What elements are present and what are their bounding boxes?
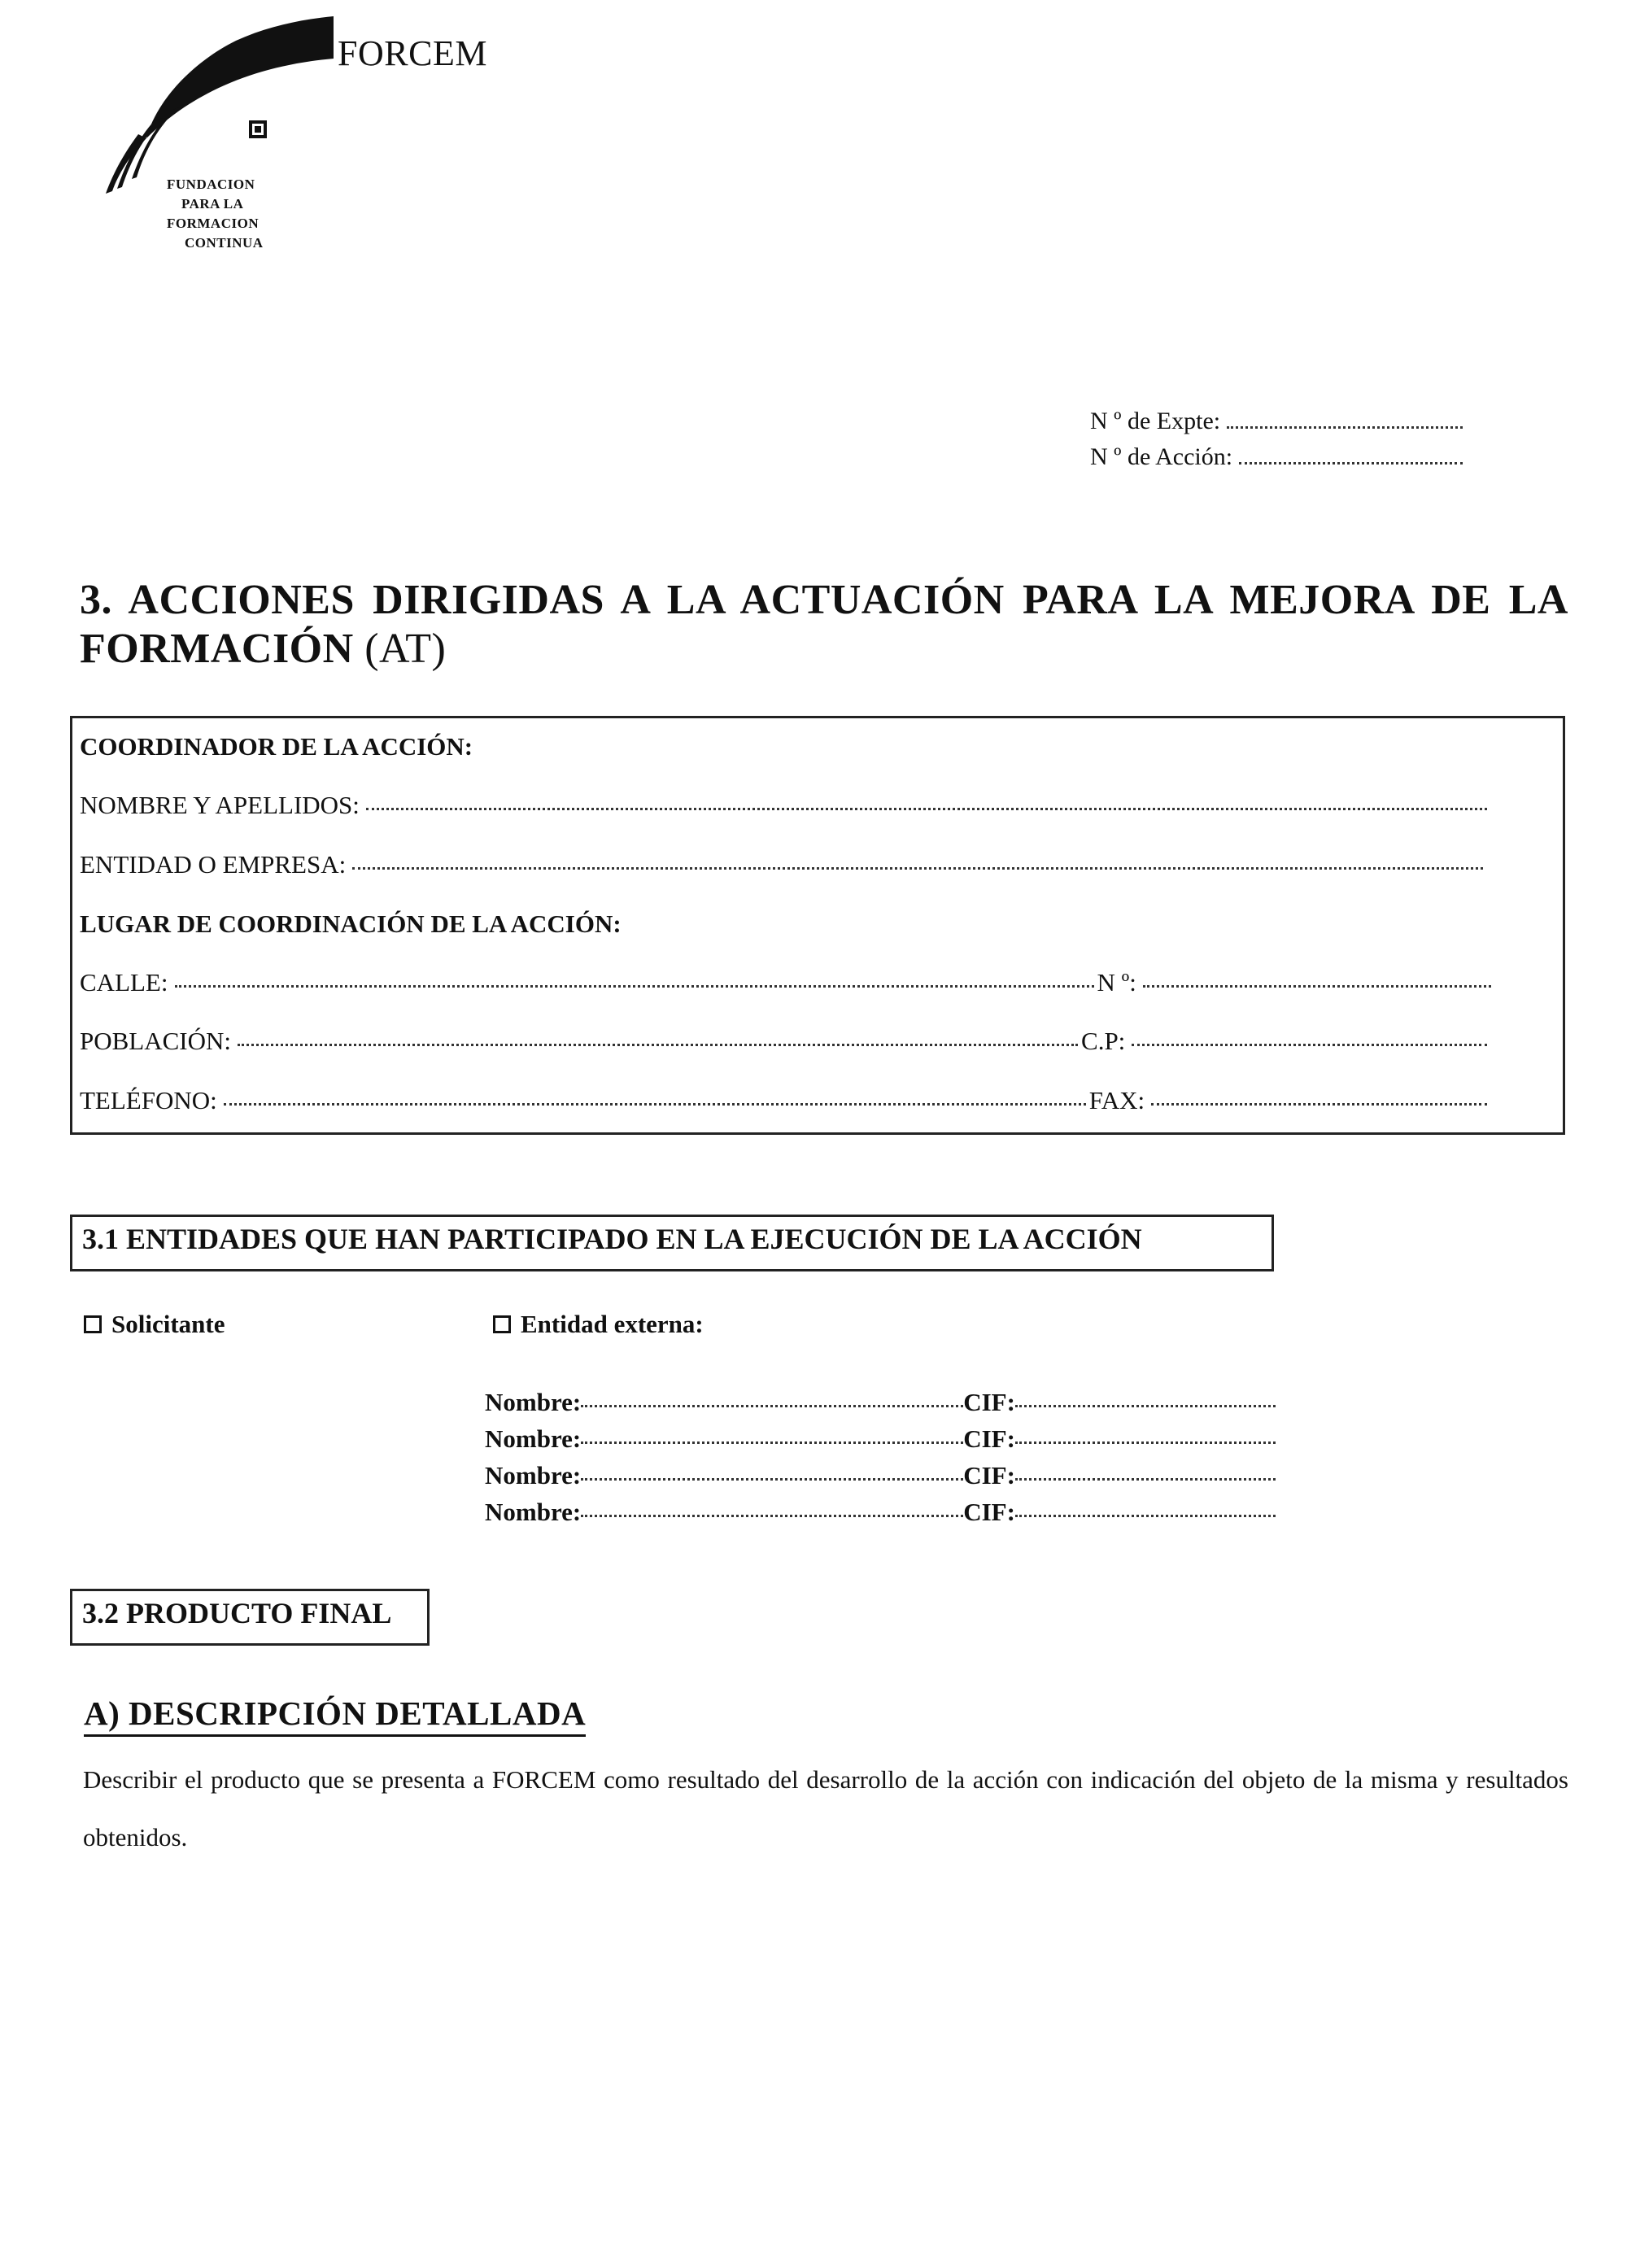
expediente-field[interactable] — [1090, 407, 1463, 435]
name-field[interactable] — [80, 791, 1487, 820]
external-name-label: Nombre: — [485, 1461, 582, 1489]
street-field[interactable] — [80, 968, 1491, 997]
external-cif-dots — [1015, 1441, 1276, 1444]
external-cif-label: CIF: — [963, 1498, 1015, 1526]
external-name-dots — [581, 1477, 963, 1481]
phone-dots — [224, 1102, 1086, 1106]
logo-caption-line: FUNDACION — [167, 177, 255, 192]
logo-caption-line: FORMACION — [167, 216, 260, 231]
name-label: NOMBRE Y APELLIDOS: — [80, 791, 360, 819]
page-title-suffix: (AT) — [364, 626, 447, 672]
name-dots — [366, 807, 1487, 810]
number-label: N º: — [1097, 968, 1136, 997]
entity-label: ENTIDAD O EMPRESA: — [80, 850, 347, 879]
logo-caption-line: CONTINUA — [185, 235, 264, 251]
fax-label: FAX: — [1088, 1086, 1145, 1114]
accion-field[interactable] — [1090, 443, 1463, 471]
street-label: CALLE: — [80, 968, 168, 997]
phone-label: TELÉFONO: — [80, 1086, 217, 1114]
external-name-dots — [581, 1441, 963, 1444]
phone-field[interactable] — [80, 1086, 1487, 1115]
external-entity-option[interactable] — [493, 1310, 704, 1339]
logo-name: FORCEM — [338, 33, 487, 73]
expediente-dots — [1227, 407, 1463, 429]
number-dots — [1143, 984, 1491, 988]
external-entity-row[interactable] — [485, 1388, 1298, 1417]
external-name-label: Nombre: — [485, 1498, 582, 1526]
external-cif-dots — [1015, 1404, 1276, 1407]
external-cif-label: CIF: — [963, 1424, 1015, 1453]
town-label: POBLACIÓN: — [80, 1027, 232, 1055]
logo-caption-line: PARA LA — [181, 196, 244, 212]
external-name-label: Nombre: — [485, 1388, 582, 1416]
external-entity-row[interactable] — [485, 1461, 1298, 1490]
description-subheading: A) DESCRIPCIÓN DETALLADA — [84, 1694, 586, 1737]
logo-caption — [167, 175, 264, 253]
town-dots — [238, 1043, 1078, 1046]
section-3-1-heading — [70, 1215, 1274, 1271]
external-name-dots — [581, 1514, 963, 1517]
external-name-dots — [581, 1404, 963, 1407]
section-3-2-heading-text: 3.2 PRODUCTO FINAL — [82, 1597, 392, 1629]
accion-dots — [1239, 443, 1463, 465]
external-cif-label: CIF: — [963, 1461, 1015, 1489]
coordinator-heading-text: COORDINADOR DE LA ACCIÓN: — [80, 732, 473, 761]
external-name-label: Nombre: — [485, 1424, 582, 1453]
applicant-option[interactable] — [84, 1310, 225, 1339]
expediente-label: N º de Expte: — [1090, 408, 1221, 434]
place-heading — [80, 909, 1544, 939]
entity-dots — [352, 866, 1483, 870]
external-cif-dots — [1015, 1477, 1276, 1481]
page-title — [80, 576, 1568, 674]
applicant-checkbox[interactable] — [84, 1315, 102, 1333]
external-entity-row[interactable] — [485, 1498, 1298, 1527]
accion-label: N º de Acción: — [1090, 443, 1233, 470]
external-entity-checkbox[interactable] — [493, 1315, 511, 1333]
postcode-dots — [1132, 1043, 1487, 1046]
section-3-2-heading — [70, 1589, 430, 1646]
page-title-main: 3. ACCIONES DIRIGIDAS A LA ACTUACIÓN PARA LA MEJORA DE LA FORMACIÓN — [80, 577, 1568, 672]
postcode-label: C.P: — [1081, 1027, 1126, 1055]
external-cif-label: CIF: — [963, 1388, 1015, 1416]
fax-dots — [1151, 1102, 1487, 1106]
external-entity-row[interactable] — [485, 1424, 1298, 1454]
applicant-label: Solicitante — [111, 1310, 225, 1338]
description-text: Describir el producto que se presenta a FORCEM como resultado del desarrollo de la acción con indicación del objeto de la misma y resultados obtenidos. — [83, 1765, 1568, 1851]
external-entity-label: Entidad externa: — [521, 1310, 704, 1338]
street-dots — [175, 984, 1094, 988]
external-cif-dots — [1015, 1514, 1276, 1517]
town-field[interactable] — [80, 1027, 1487, 1056]
place-heading-text: LUGAR DE COORDINACIÓN DE LA ACCIÓN: — [80, 909, 622, 938]
coordinator-heading — [80, 732, 1544, 761]
section-3-1-heading-text: 3.1 ENTIDADES QUE HAN PARTICIPADO EN LA EJECUCIÓN DE LA ACCIÓN — [82, 1223, 1142, 1255]
entity-field[interactable] — [80, 850, 1483, 879]
